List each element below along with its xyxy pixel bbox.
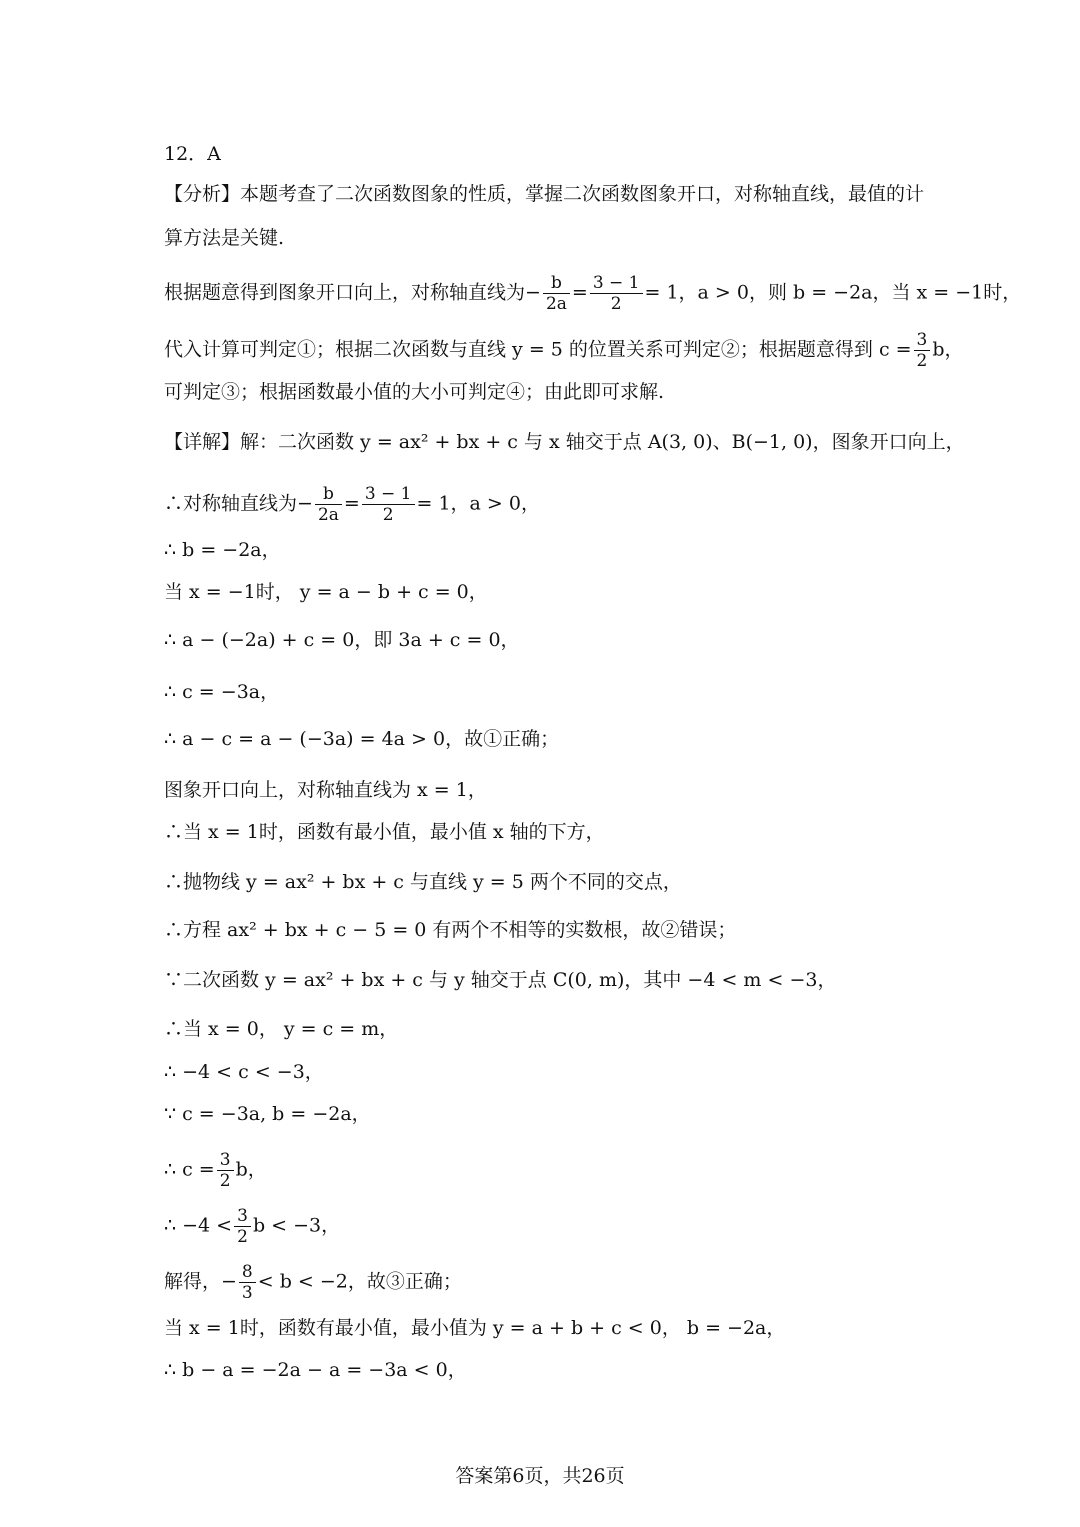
- detail-step-13: ∴ −4 < c < −3，: [164, 1061, 324, 1083]
- detail-step-8: ∴当 x = 1时，函数有最小值，最小值 x 轴的下方，: [164, 821, 605, 843]
- fraction-3-minus-1-over-2: $\frac{3 - 1}{2}$: [590, 273, 643, 314]
- fraction-8-over-3: $\frac{8}{3}$: [239, 1262, 256, 1303]
- analysis-line-4: 代入计算可判定①；根据二次函数与直线 y = 5 的位置关系可判定②；根据题意得到 c = $\frac{3}{2}$ b，: [164, 330, 964, 371]
- fraction-3-over-2: $\frac{3}{2}$: [217, 1150, 234, 1191]
- analysis-line-2: 算方法是关键.: [164, 227, 285, 249]
- fraction-b-over-2a: $\frac{b}{2a}$: [315, 484, 342, 525]
- detail-step-3: 当 x = −1时， y = a − b + c = 0，: [164, 581, 488, 603]
- detail-step-6: ∴ a − c = a − (−3a) = 4a > 0，故①正确；: [164, 728, 560, 750]
- fraction-3-over-2: $\frac{3}{2}$: [914, 330, 931, 371]
- analysis-line-3: 根据题意得到图象开口向上，对称轴直线为− $\frac{b}{2a}$ = $\frac{3 - 1}{2}$ = 1，a > 0，则 b = −2a，当 x = −1时，: [164, 273, 1022, 314]
- detail-step-5: ∴ c = −3a，: [164, 681, 280, 703]
- fraction-b-over-2a: $\frac{b}{2a}$: [543, 273, 570, 314]
- detail-intro: 【详解】解：二次函数 y = ax² + bx + c 与 x 轴交于点 A(3, 0)、B(−1, 0)，图象开口向上，: [164, 431, 965, 453]
- detail-step-4: ∴ a − (−2a) + c = 0，即 3a + c = 0，: [164, 629, 520, 651]
- detail-step-10: ∴方程 ax² + bx + c − 5 = 0 有两个不相等的实数根，故②错误；: [164, 919, 737, 941]
- detail-step-19: ∴ b − a = −2a − a = −3a < 0，: [164, 1359, 467, 1381]
- question-answer: 12．A: [164, 143, 221, 165]
- fraction-3-over-2: $\frac{3}{2}$: [234, 1206, 251, 1247]
- detail-step-11: ∵二次函数 y = ax² + bx + c 与 y 轴交于点 C(0, m)，其中 −4 < m < −3，: [164, 969, 837, 991]
- page-footer: 答案第6页，共26页: [455, 1465, 625, 1487]
- fraction-3-minus-1-over-2: $\frac{3 - 1}{2}$: [362, 484, 415, 525]
- detail-step-16: ∴ −4 < $\frac{3}{2}$ b < −3，: [164, 1206, 341, 1247]
- detail-step-1: ∴对称轴直线为− $\frac{b}{2a}$ = $\frac{3 - 1}{2}$ = 1，a > 0，: [164, 484, 540, 525]
- detail-step-14: ∵ c = −3a, b = −2a，: [164, 1103, 371, 1125]
- analysis-line-5: 可判定③；根据函数最小值的大小可判定④；由此即可求解.: [164, 381, 665, 403]
- detail-step-9: ∴抛物线 y = ax² + bx + c 与直线 y = 5 两个不同的交点，: [164, 871, 682, 893]
- analysis-line-1: 【分析】本题考查了二次函数图象的性质，掌握二次函数图象开口，对称轴直线，最值的计: [164, 183, 925, 205]
- detail-step-7: 图象开口向上，对称轴直线为 x = 1，: [164, 779, 487, 801]
- detail-step-17: 解得，− $\frac{8}{3}$ < b < −2，故③正确；: [164, 1262, 462, 1303]
- detail-step-15: ∴ c = $\frac{3}{2}$ b，: [164, 1150, 267, 1191]
- detail-step-18: 当 x = 1时，函数有最小值，最小值为 y = a + b + c < 0， b = −2a，: [164, 1317, 786, 1339]
- detail-step-12: ∴当 x = 0， y = c = m，: [164, 1018, 399, 1040]
- detail-step-2: ∴ b = −2a，: [164, 539, 281, 561]
